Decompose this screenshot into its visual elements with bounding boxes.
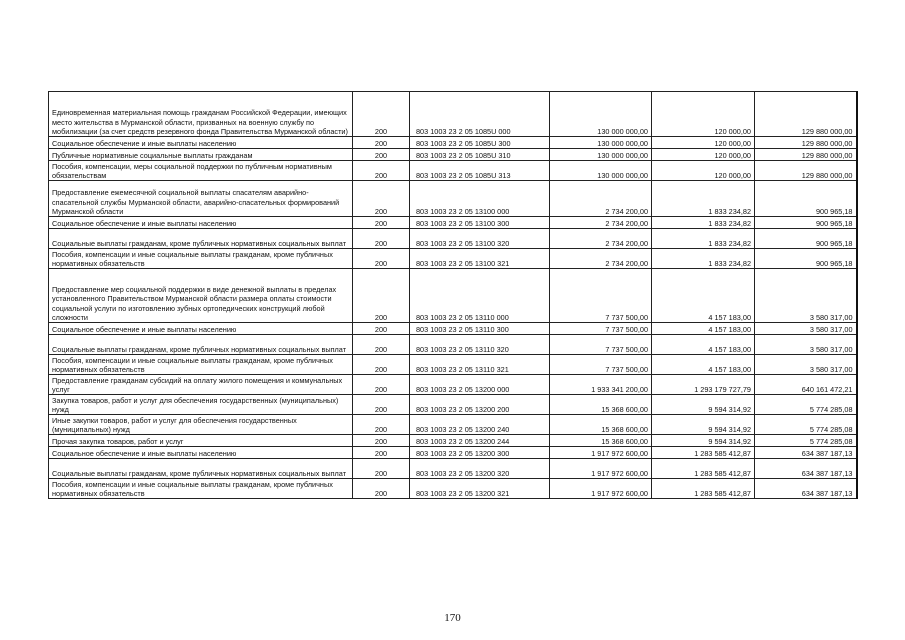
table-row (49, 375, 857, 395)
executed-amount-cell: 1 833 234,82 (652, 249, 755, 269)
unexecuted-amount-cell: 129 880 000,00 (755, 161, 857, 181)
expense-name-cell: Пособия, компенсации и иные социальные выплаты гражданам, кроме публичных нормативных обязательств (49, 479, 353, 499)
approved-amount-cell: 1 917 972 600,00 (550, 479, 652, 499)
table-row (49, 479, 857, 499)
approved-amount-cell: 1 917 972 600,00 (550, 459, 652, 479)
table-row (49, 435, 857, 447)
table-row (49, 181, 857, 217)
table-row (49, 335, 857, 355)
line-code-cell: 200 (353, 355, 410, 375)
approved-amount-cell: 15 368 600,00 (550, 415, 652, 435)
approved-amount-cell: 2 734 200,00 (550, 229, 652, 249)
executed-amount-cell: 4 157 183,00 (652, 269, 755, 323)
classification-code-cell: 803 1003 23 2 05 1085U 000 (410, 92, 550, 137)
classification-code-cell: 803 1003 23 2 05 13200 321 (410, 479, 550, 499)
unexecuted-amount-cell: 640 161 472,21 (755, 375, 857, 395)
approved-amount-cell: 15 368 600,00 (550, 435, 652, 447)
line-code-cell: 200 (353, 229, 410, 249)
expense-name-cell: Предоставление ежемесячной социальной выплаты спасателям аварийно-спасательной службы Мурманской области, аварийно-спасательных формирований Мурманской области (49, 181, 353, 217)
approved-amount-cell: 130 000 000,00 (550, 149, 652, 161)
table-row (49, 229, 857, 249)
classification-code-cell: 803 1003 23 2 05 1085U 313 (410, 161, 550, 181)
line-code-cell: 200 (353, 415, 410, 435)
executed-amount-cell: 1 833 234,82 (652, 229, 755, 249)
classification-code-cell: 803 1003 23 2 05 13200 000 (410, 375, 550, 395)
line-code-cell: 200 (353, 161, 410, 181)
executed-amount-cell: 1 293 179 727,79 (652, 375, 755, 395)
budget-execution-table (48, 91, 858, 499)
unexecuted-amount-cell: 3 580 317,00 (755, 355, 857, 375)
table-row (49, 355, 857, 375)
expense-name-cell: Закупка товаров, работ и услуг для обеспечения государственных (муниципальных) нужд (49, 395, 353, 415)
line-code-cell: 200 (353, 269, 410, 323)
table-row (49, 395, 857, 415)
table-row (49, 149, 857, 161)
executed-amount-cell: 4 157 183,00 (652, 335, 755, 355)
unexecuted-amount-cell: 900 965,18 (755, 249, 857, 269)
expense-name-cell: Социальные выплаты гражданам, кроме публичных нормативных социальных выплат (49, 229, 353, 249)
executed-amount-cell: 1 283 585 412,87 (652, 459, 755, 479)
expense-name-cell: Социальные выплаты гражданам, кроме публичных нормативных социальных выплат (49, 335, 353, 355)
approved-amount-cell: 1 917 972 600,00 (550, 447, 652, 459)
approved-amount-cell: 2 734 200,00 (550, 217, 652, 229)
line-code-cell: 200 (353, 137, 410, 149)
unexecuted-amount-cell: 900 965,18 (755, 217, 857, 229)
unexecuted-amount-cell: 5 774 285,08 (755, 435, 857, 447)
expense-name-cell: Пособия, компенсации и иные социальные выплаты гражданам, кроме публичных нормативных обязательств (49, 249, 353, 269)
expense-name-cell: Социальное обеспечение и иные выплаты населению (49, 137, 353, 149)
classification-code-cell: 803 1003 23 2 05 13110 300 (410, 323, 550, 335)
executed-amount-cell: 1 283 585 412,87 (652, 479, 755, 499)
line-code-cell: 200 (353, 249, 410, 269)
unexecuted-amount-cell: 3 580 317,00 (755, 323, 857, 335)
line-code-cell: 200 (353, 323, 410, 335)
table-body (49, 92, 857, 499)
classification-code-cell: 803 1003 23 2 05 13100 321 (410, 249, 550, 269)
line-code-cell: 200 (353, 217, 410, 229)
approved-amount-cell: 7 737 500,00 (550, 323, 652, 335)
approved-amount-cell: 2 734 200,00 (550, 249, 652, 269)
executed-amount-cell: 1 833 234,82 (652, 217, 755, 229)
expense-name-cell: Социальное обеспечение и иные выплаты населению (49, 323, 353, 335)
approved-amount-cell: 2 734 200,00 (550, 181, 652, 217)
classification-code-cell: 803 1003 23 2 05 13110 000 (410, 269, 550, 323)
unexecuted-amount-cell: 634 387 187,13 (755, 459, 857, 479)
table-row (49, 137, 857, 149)
table-row (49, 269, 857, 323)
line-code-cell: 200 (353, 375, 410, 395)
expense-name-cell: Иные закупки товаров, работ и услуг для обеспечения государственных (муниципальных) нужд (49, 415, 353, 435)
executed-amount-cell: 120 000,00 (652, 92, 755, 137)
expense-name-cell: Социальное обеспечение и иные выплаты населению (49, 217, 353, 229)
unexecuted-amount-cell: 3 580 317,00 (755, 269, 857, 323)
classification-code-cell: 803 1003 23 2 05 13100 000 (410, 181, 550, 217)
page-number: 170 (444, 612, 461, 624)
approved-amount-cell: 7 737 500,00 (550, 269, 652, 323)
approved-amount-cell: 130 000 000,00 (550, 137, 652, 149)
approved-amount-cell: 130 000 000,00 (550, 161, 652, 181)
classification-code-cell: 803 1003 23 2 05 13200 240 (410, 415, 550, 435)
approved-amount-cell: 15 368 600,00 (550, 395, 652, 415)
unexecuted-amount-cell: 3 580 317,00 (755, 335, 857, 355)
line-code-cell: 200 (353, 447, 410, 459)
expense-name-cell: Единовременная материальная помощь гражданам Российской Федерации, имеющих место жительства в Мурманской области, призванных на военную службу по мобилизации (за счет средств резервного фонда Правительства Мурманской области) (49, 92, 353, 137)
table-row (49, 323, 857, 335)
executed-amount-cell: 9 594 314,92 (652, 395, 755, 415)
classification-code-cell: 803 1003 23 2 05 13200 244 (410, 435, 550, 447)
classification-code-cell: 803 1003 23 2 05 1085U 310 (410, 149, 550, 161)
line-code-cell: 200 (353, 149, 410, 161)
approved-amount-cell: 7 737 500,00 (550, 355, 652, 375)
classification-code-cell: 803 1003 23 2 05 13100 300 (410, 217, 550, 229)
classification-code-cell: 803 1003 23 2 05 13200 200 (410, 395, 550, 415)
approved-amount-cell: 7 737 500,00 (550, 335, 652, 355)
unexecuted-amount-cell: 5 774 285,08 (755, 395, 857, 415)
table-row (49, 249, 857, 269)
expense-name-cell: Пособия, компенсации и иные социальные выплаты гражданам, кроме публичных нормативных обязательств (49, 355, 353, 375)
unexecuted-amount-cell: 900 965,18 (755, 229, 857, 249)
unexecuted-amount-cell: 900 965,18 (755, 181, 857, 217)
line-code-cell: 200 (353, 435, 410, 447)
executed-amount-cell: 4 157 183,00 (652, 355, 755, 375)
table-row (49, 447, 857, 459)
classification-code-cell: 803 1003 23 2 05 13110 321 (410, 355, 550, 375)
executed-amount-cell: 9 594 314,92 (652, 435, 755, 447)
expense-name-cell: Публичные нормативные социальные выплаты гражданам (49, 149, 353, 161)
classification-code-cell: 803 1003 23 2 05 13110 320 (410, 335, 550, 355)
expense-name-cell: Предоставление мер социальной поддержки в виде денежной выплаты в пределах установленного Правительством Мурманской области размера оплаты стоимости социальной услуги по изготовлению зубных ортопедических конструкций любой сложности (49, 269, 353, 323)
classification-code-cell: 803 1003 23 2 05 13200 320 (410, 459, 550, 479)
table-row (49, 459, 857, 479)
executed-amount-cell: 120 000,00 (652, 137, 755, 149)
line-code-cell: 200 (353, 181, 410, 217)
table-row (49, 161, 857, 181)
table-row (49, 217, 857, 229)
executed-amount-cell: 4 157 183,00 (652, 323, 755, 335)
expense-name-cell: Пособия, компенсации, меры социальной поддержки по публичным нормативным обязательствам (49, 161, 353, 181)
unexecuted-amount-cell: 129 880 000,00 (755, 137, 857, 149)
unexecuted-amount-cell: 634 387 187,13 (755, 447, 857, 459)
expense-name-cell: Социальное обеспечение и иные выплаты населению (49, 447, 353, 459)
line-code-cell: 200 (353, 459, 410, 479)
line-code-cell: 200 (353, 479, 410, 499)
executed-amount-cell: 9 594 314,92 (652, 415, 755, 435)
executed-amount-cell: 120 000,00 (652, 149, 755, 161)
table-row (49, 92, 857, 137)
table-row (49, 415, 857, 435)
unexecuted-amount-cell: 5 774 285,08 (755, 415, 857, 435)
classification-code-cell: 803 1003 23 2 05 1085U 300 (410, 137, 550, 149)
expense-name-cell: Социальные выплаты гражданам, кроме публичных нормативных социальных выплат (49, 459, 353, 479)
expense-name-cell: Предоставление гражданам субсидий на оплату жилого помещения и коммунальных услуг (49, 375, 353, 395)
classification-code-cell: 803 1003 23 2 05 13100 320 (410, 229, 550, 249)
approved-amount-cell: 1 933 341 200,00 (550, 375, 652, 395)
line-code-cell: 200 (353, 395, 410, 415)
unexecuted-amount-cell: 129 880 000,00 (755, 149, 857, 161)
executed-amount-cell: 1 283 585 412,87 (652, 447, 755, 459)
classification-code-cell: 803 1003 23 2 05 13200 300 (410, 447, 550, 459)
unexecuted-amount-cell: 634 387 187,13 (755, 479, 857, 499)
line-code-cell: 200 (353, 335, 410, 355)
executed-amount-cell: 1 833 234,82 (652, 181, 755, 217)
expense-name-cell: Прочая закупка товаров, работ и услуг (49, 435, 353, 447)
executed-amount-cell: 120 000,00 (652, 161, 755, 181)
unexecuted-amount-cell: 129 880 000,00 (755, 92, 857, 137)
approved-amount-cell: 130 000 000,00 (550, 92, 652, 137)
line-code-cell: 200 (353, 92, 410, 137)
